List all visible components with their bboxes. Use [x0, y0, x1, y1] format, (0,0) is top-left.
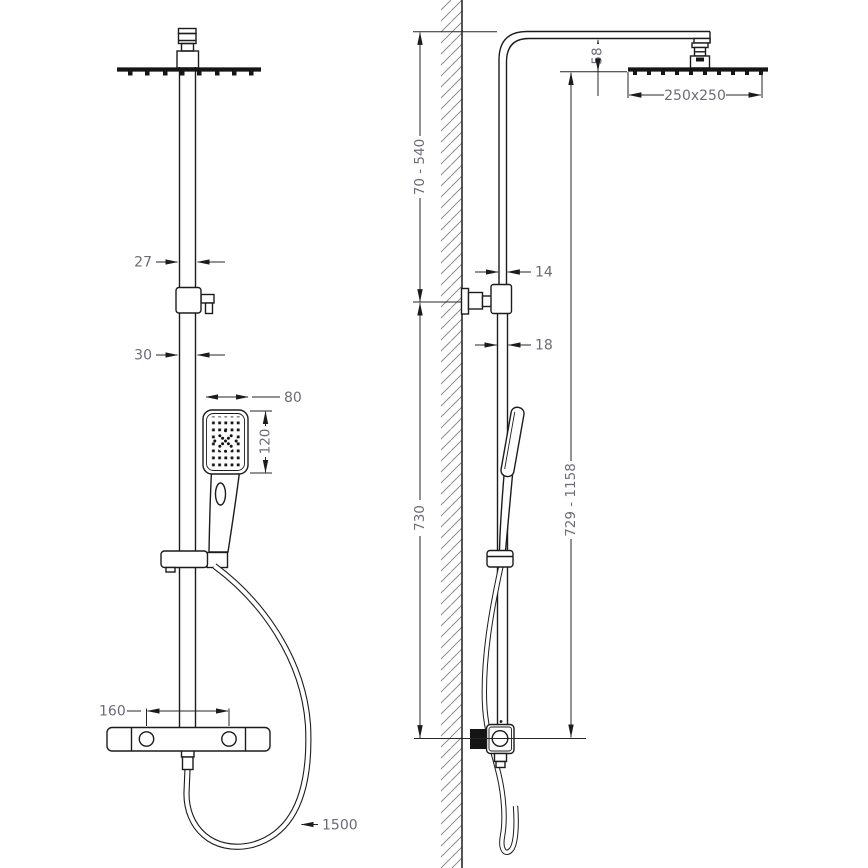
- dim-valve-to-head: [563, 73, 579, 738]
- dim-pipe-lower-depth: [475, 338, 553, 354]
- side-view: [412, 0, 768, 868]
- dim-pipe-upper-depth: [475, 265, 553, 281]
- hand-shower-holder-side: [487, 551, 513, 568]
- shower-hose-side: [484, 566, 516, 852]
- overhead-shower-head-front: [117, 70, 261, 76]
- dim-160-label: 160: [99, 703, 126, 720]
- front-view: [99, 29, 358, 847]
- hand-shower-head-side: [500, 406, 525, 477]
- dim-14-label: 14: [535, 264, 553, 281]
- overhead-shower-head-side: [628, 70, 768, 76]
- dim-30-label: 30: [134, 347, 152, 364]
- overhead-connector-front: [177, 29, 199, 69]
- wall-hatch: [441, 0, 462, 868]
- thermostatic-valve-front: [107, 728, 270, 770]
- hand-shower-front: [203, 410, 248, 568]
- shower-hose-front: [186, 566, 308, 847]
- dim-head-drop: [560, 40, 627, 96]
- dim-18-label: 18: [535, 337, 553, 354]
- nozzles-side: [633, 72, 763, 76]
- dim-head-size: [628, 72, 762, 104]
- hand-shower-side: [500, 406, 525, 551]
- dim-handshower-height: [250, 411, 274, 473]
- riser-pipe-front: [180, 67, 196, 728]
- overhead-connector-side: [691, 39, 711, 69]
- hand-shower-button: [216, 483, 226, 505]
- hand-shower-holder: [161, 551, 208, 572]
- dim-58-label: 58: [589, 47, 606, 65]
- hand-shower-handle: [209, 472, 240, 552]
- dim-bracket-to-valve: [412, 303, 428, 738]
- dim-120-label: 120: [257, 428, 274, 455]
- dim-70-540-label: 70 - 540: [412, 138, 428, 196]
- dim-729-1158-label: 729 - 1158: [563, 463, 579, 537]
- dim-730-label: 730: [412, 505, 428, 531]
- dim-hose-length: [302, 818, 358, 834]
- dim-valve-handle-spacing: [99, 704, 229, 727]
- dim-handshower-width: [206, 390, 302, 406]
- thermostatic-valve-side: [470, 720, 514, 767]
- valve-knob-right: [222, 732, 236, 746]
- wall-bracket: [462, 285, 512, 315]
- valve-knob-left: [139, 732, 153, 746]
- nozzles-front: [128, 72, 254, 76]
- dim-27-label: 27: [134, 254, 152, 271]
- wall-section: [441, 0, 462, 868]
- hand-shower-handle-side: [500, 475, 513, 551]
- dim-1500-label: 1500: [322, 817, 358, 834]
- dim-80-label: 80: [284, 390, 302, 406]
- dim-250x250-label: 250x250: [664, 88, 726, 104]
- slider-bracket: [176, 288, 214, 314]
- riser-pipe-side: [498, 32, 711, 728]
